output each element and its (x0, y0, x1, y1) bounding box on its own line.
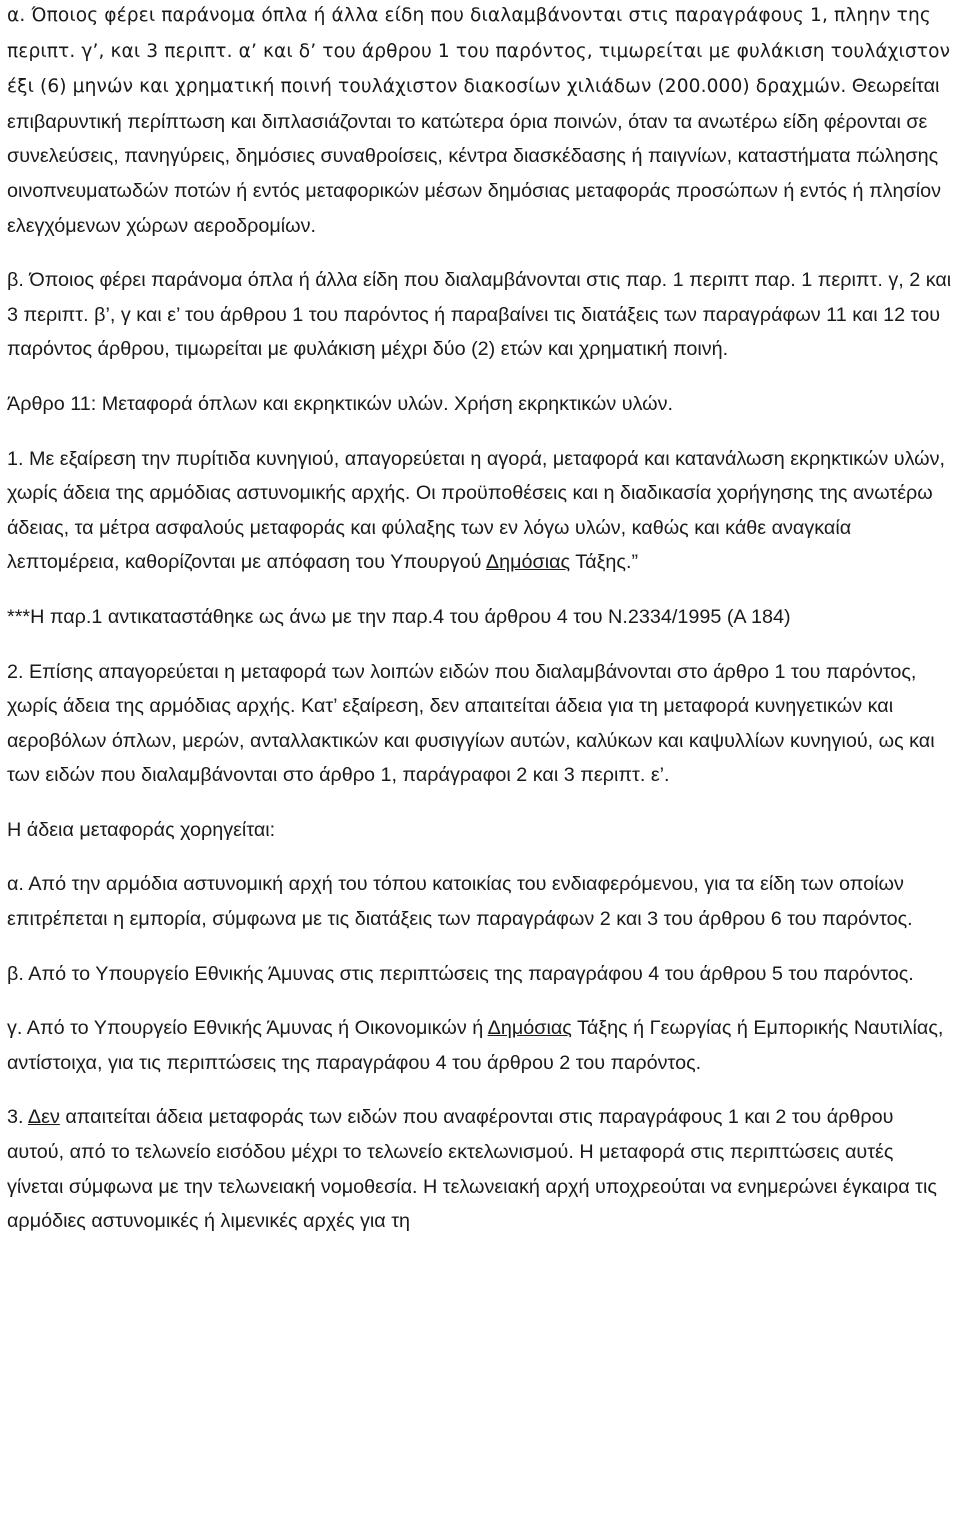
document-page (7, 0, 953, 1239)
paragraph-b: β. Όποιος φέρει παράνομα όπλα ή άλλα είδη που διαλαμβάνονται στις παρ. 1 περιπτ παρ. 1 περιπτ. γ, 2 και 3 περιπτ. β’, γ και ε’ του άρθρου 1 του παρόντος ή παραβαίνει τις διατάξεις των παραγράφων 11 και 12 του παρόντος άρθρου, τιμωρείται με φυλάκιση μέχρι δύο (2) ετών και χρηματική ποινή. (7, 269, 952, 361)
permit-item-c-before: γ. Από το Υπουργείο Εθνικής Άμυνας ή Οικονομικών ή (7, 1017, 488, 1040)
permit-item-c-after: Τάξης ή Γεωργίας ή Εμπορικής Ναυτιλίας, αντίστοιχα, για τις περιπτώσεις της παραγράφου 4 του άρθρου 2 του παρόντος. (7, 1017, 944, 1074)
permit-item-b: β. Από το Υπουργείο Εθνικής Άμυνας στις περιπτώσεις της παραγράφου 4 του άρθρου 5 του παρόντος. (7, 962, 914, 985)
paragraph-3-underlined: Δεν (27, 1106, 60, 1129)
paragraph-1-text: 1. Με εξαίρεση την πυρίτιδα κυνηγιού, απαγορεύεται η αγορά, μεταφορά και κατανάλωση εκρηκτικών υλών, χωρίς άδεια της αρμόδιας αστυνομικής αρχής. Οι προϋποθέσεις και η διαδικασία χορήγησης της ανωτέρω άδειας, τα μέτρα ασφαλούς μεταφοράς και φύλαξης των εν λόγω υλών, καθώς και κάθε αναγκαία λεπτομέρεια, καθορίζονται με απόφαση του Υπουργού (7, 447, 945, 574)
permit-intro: Η άδεια μεταφοράς χορηγείται: (7, 818, 276, 841)
amendment-note: ***Η παρ.1 αντικαταστάθηκε ως άνω με την παρ.4 του άρθρου 4 του Ν.2334/1995 (Α 184) (7, 605, 791, 628)
article-heading: Άρθρο 11: Μεταφορά όπλων και εκρηκτικών υλών. Χρήση εκρηκτικών υλών. (7, 392, 673, 415)
paragraph-3 (7, 1100, 953, 1238)
paragraph-a (7, 0, 953, 243)
paragraph-3-before: 3. (7, 1106, 28, 1129)
paragraph-a-part1: α. Όποιος φέρει παράνομα όπλα ή άλλα είδη που διαλαμβάνονται στις παραγράφους 1, πληην της περιπτ. γ’, και 3 περιπτ. α’ και δ’ του άρθρου 1 του παρόντος, τιμωρείται με φυλάκιση τουλάχιστον έξι (6) μηνών και χρηματική ποινή τουλάχιστον διακοσίων χιλιάδων (200.000) δραχμών. (7, 5, 951, 98)
paragraph-1 (7, 442, 953, 580)
paragraph-1-tail: Τάξης.” (570, 551, 639, 574)
permit-item-c-underlined: Δημόσιας (487, 1017, 572, 1040)
paragraph-1-underlined: Δημόσιας (485, 551, 571, 574)
paragraph-3-after: απαιτείται άδεια μεταφοράς των ειδών που αναφέρονται στις παραγράφους 1 και 2 του άρθρου αυτού, από το τελωνείο εισόδου μέχρι το τελωνείο εκτελωνισμού. Η μεταφορά στις περιπτώσεις αυτές γίνεται σύμφωνα με την τελωνειακή νομοθεσία. Η τελωνειακή αρχή υποχρεούται να ενημερώνει έγκαιρα τις αρμόδιες αστυνομικές ή λιμενικές αρχές για τη (7, 1106, 937, 1233)
permit-item-c (7, 1011, 953, 1080)
permit-item-a: α. Από την αρμόδια αστυνομική αρχή του τόπου κατοικίας του ενδιαφερόμενου, για τα είδη των οποίων επιτρέπεται η εμπορία, σύμφωνα με τις διατάξεις των παραγράφων 2 και 3 του άρθρου 6 του παρόντος. (7, 873, 913, 931)
paragraph-a-part2: Θεωρείται επιβαρυντική περίπτωση και διπλασιάζονται το κατώτερα όρια ποινών, όταν τα ανωτέρω είδη φέρονται σε συνελεύσεις, πανηγύρεις, δημόσιες συναθροίσεις, κέντρα διασκέδασης ή παιγνίων, καταστήματα πώλησης οινοπνευματωδών ποτών ή εντός μεταφορικών μέσων δημόσιας μεταφοράς προσώπων ή εντός ή πλησίον ελεγχόμενων χώρων αεροδρομίων. (7, 75, 942, 237)
paragraph-2: 2. Επίσης απαγορεύεται η μεταφορά των λοιπών ειδών που διαλαμβάνονται στο άρθρο 1 του παρόντος, χωρίς άδεια της αρμόδιας αρχής. Κατ’ εξαίρεση, δεν απαιτείται άδεια για τη μεταφορά κυνηγετικών και αεροβόλων όπλων, μερών, ανταλλακτικών και φυσιγγίων αυτών, καλύκων και καψυλλίων κυνηγιού, ως και των ειδών που διαλαμβάνονται στο άρθρο 1, παράγραφοι 2 και 3 περιπτ. ε’. (7, 660, 935, 787)
